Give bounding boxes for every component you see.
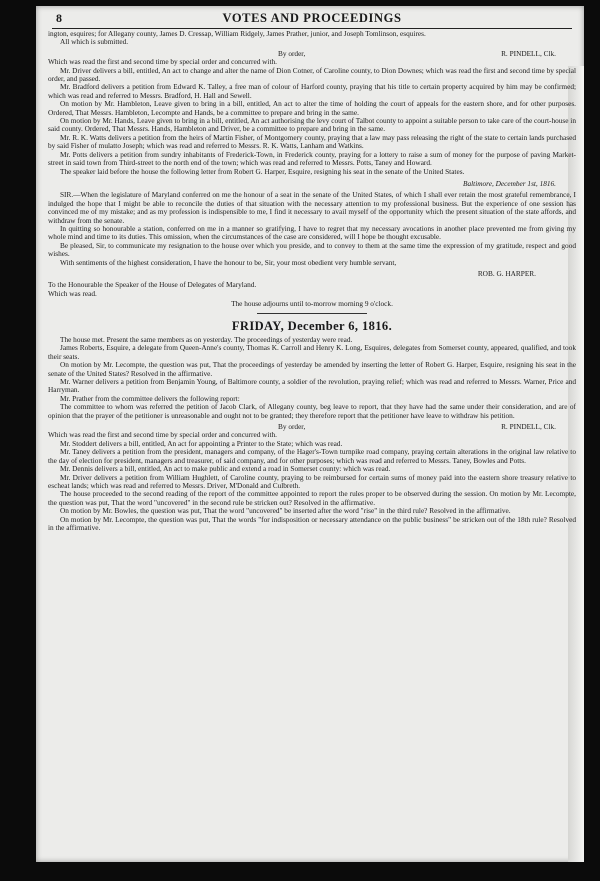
by-order: By order, [278,422,306,432]
letter-dateline: Baltimore, December 1st, 1816. [463,178,556,188]
paragraph: Which was read the first and second time by special order and concurred with. [48,430,277,440]
paragraph: Mr. Prather from the committee delivers the following report: [60,393,240,403]
section-rule [257,313,367,314]
page-header [48,11,576,28]
letter-paragraph: SIR.—When the legislature of Maryland conferred on me the honour of a seat in the senate of the United States, of which I shall ever retain the most grateful remembrance, I indulged the hope that I might be able to reconcile the duties of that situation with the necessary attention to my professional business. But the experience of one session has convinced me of my mistake; and as my profession is indispensible to me, I find it necessary to avail myself of the opportunity which the present situation of the state affords, and withdraw from the senate. [48,190,576,225]
paragraph: The house met. Present the same members as on yesterday. The proceedings of yesterday were read. [60,335,353,344]
paragraph: Mr. Bradford delivers a petition from Edward K. Talley, a free man of colour of Harford county, praying that his title to certain property acquired by him may be confirmed; which was read and referred to Messrs. Bradford, H. Hall and Sewell. [48,82,576,100]
letter-signature: ROB. G. HARPER. [477,268,536,278]
paragraph: Mr. Dennis delivers a bill, entitled, An act to make public and extend a road in Somerset county: which was read. [60,464,391,474]
paragraph: On motion by Mr. Lecompte, the question was put, That the proceedings of yesterday be amended by inserting the letter of Robert G. Harper, Esquire, resigning his seat in the senate of the United States? Resolved in the affirmative. [48,360,576,378]
letter-paragraph: In quitting so honourable a station, conferred on me in a manner so gratifying, I have to regret that my necessary avocations in another place prevented me from giving my whole mind and time to its duties. This omission, when the circumstances of the case are considered, will I hope be thought excusable. [48,223,576,242]
paragraph: Mr. Potts delivers a petition from sundry inhabitants of Frederick-Town, in Frederick county, praying for a lottery to raise a sum of money for the purpose of paving Market-street in said town from Third-street to the north end of the town; which was read and referred to Messrs. Potts, Taney and Howard. [48,149,576,168]
letter-paragraph: Be pleased, Sir, to communicate my resignation to the house over which you preside, and to convey to them at the same time the expression of my gratitude, respect and good wishes. [48,240,576,259]
paragraph: The house proceeded to the second reading of the report of the committee appointed to report the rules proper to be observed during the session. On motion by Mr. Lecompte, the question was put, That the word "uncovered" in the second rule be stricken out? Resolved in the affirmative. [48,489,576,507]
paragraph: Mr. Stoddert delivers a bill, entitled, An act for appointing a Printer to the State; which was read. [60,438,343,448]
page-content [48,11,576,532]
by-order: By order, [278,48,306,58]
running-head: VOTES AND PROCEEDINGS [222,11,402,25]
paragraph: The committee to whom was referred the petition of Jacob Clark, of Allegany county, beg leave to report, that they have had the same under their consideration, and are of opinion that the prayer of the petitioner is unreasonable and ought not to be granted; they therefore report that the petitioner have leave to withdraw his petition. [48,402,576,420]
paragraph: Mr. Driver delivers a petition from William Hughlett, of Caroline county, praying to be reimbursed for certain sums of money paid into the eastern shore treasury relative to escheat lands; which was read and referred to Messrs. Driver, M'Donald and Culbreth. [48,472,576,490]
paragraph: All which is submitted. [60,37,129,47]
header-rule [52,28,572,29]
page-number: 8 [56,11,62,25]
paragraph: On motion by Mr. Lecompte, the question was put, That the words "for indisposition or necessary attendance on the public business" be stricken out of the 18th rule? Resolved in the affirmative. [48,514,576,532]
clerk-name: R. PINDELL, Clk. [501,422,556,432]
paragraph: Mr. Taney delivers a petition from the president, managers and company, of the Hager's-Town turnpike road company, praying certain alterations in the original law relative to the day of election for president, managers and treasurer, of said company, and for other purposes; which was read and referred to Messrs. Taney, Bowles and Potts. [48,447,576,465]
paragraph: On motion by Mr. Bowles, the question was put, That the word "uncovered" be inserted after the word "rise" in the third rule? Resolved in the affirmative. [60,506,511,516]
day-heading: FRIDAY, December 6, 1816. [231,318,393,333]
clerk-name: R. PINDELL, Clk. [501,48,556,58]
adjournment: The house adjourns until to-morrow morning 9 o'clock. [231,299,393,309]
letter-addressee: To the Honourable the Speaker of the House of Delegates of Maryland. [48,280,257,290]
paragraph: Mr. Warner delivers a petition from Benjamin Young, of Baltimore county, a soldier of the revolution, praying relief; which was read and referred to Messrs. Warner, Price and Harryman. [48,377,576,395]
document-page [36,6,584,862]
paragraph: On motion by Mr. Hands, Leave given to bring in a bill, entitled, An act authorising the levy court of Talbot county to appoint a suitable person to take care of the court-house in said county. Ordered, That Messrs. Hands, Hambleton and Driver, be a committee to prepare and bring in the same. [48,116,576,134]
paragraph: James Roberts, Esquire, a delegate from Queen-Anne's county, Thomas K. Carroll and Henry K. Long, Esquires, delegates from Somerset county, appeared, qualified, and took their seats. [48,343,576,361]
paragraph: Mr. R. K. Watts delivers a petition from the heirs of Martin Fisher, of Montgomery county, praying that a law may pass releasing the right of the state to certain lands purchased by said Fisher of mulatto Joseph; which was read and referred to Messrs. R. K. Watts, Lanham and Watkins. [48,132,576,151]
paragraph: ington, esquires; for Allegany county, James D. Cressap, William Ridgely, James Prather, junior, and Joseph Tomlinson, esquires. [48,29,426,38]
paragraph: On motion by Mr. Hambleton, Leave given to bring in a bill, entitled, An act to alter the time of holding the court of appeals for the eastern shore, and for other purposes. Ordered, That Messrs. Hambleton, Lecompte and Hands, be a committee to prepare and bring in the same. [48,99,576,117]
paragraph: The speaker laid before the house the following letter from Robert G. Harper, Esquire, resigning his seat in the senate of the United States. [60,166,465,176]
paragraph: Which was read the first and second time by special order and concurred with. [48,57,277,67]
letter-paragraph: With sentiments of the highest consideration, I have the honour to be, Sir, your most obedient very humble servant, [60,257,397,267]
paragraph: Mr. Driver delivers a bill, entitled, An act to change and alter the name of Dion Cotner, of Caroline county, to Dion Downes; which was read the first and second time by special order, and passed. [48,65,576,84]
letter-read: Which was read. [48,288,97,298]
